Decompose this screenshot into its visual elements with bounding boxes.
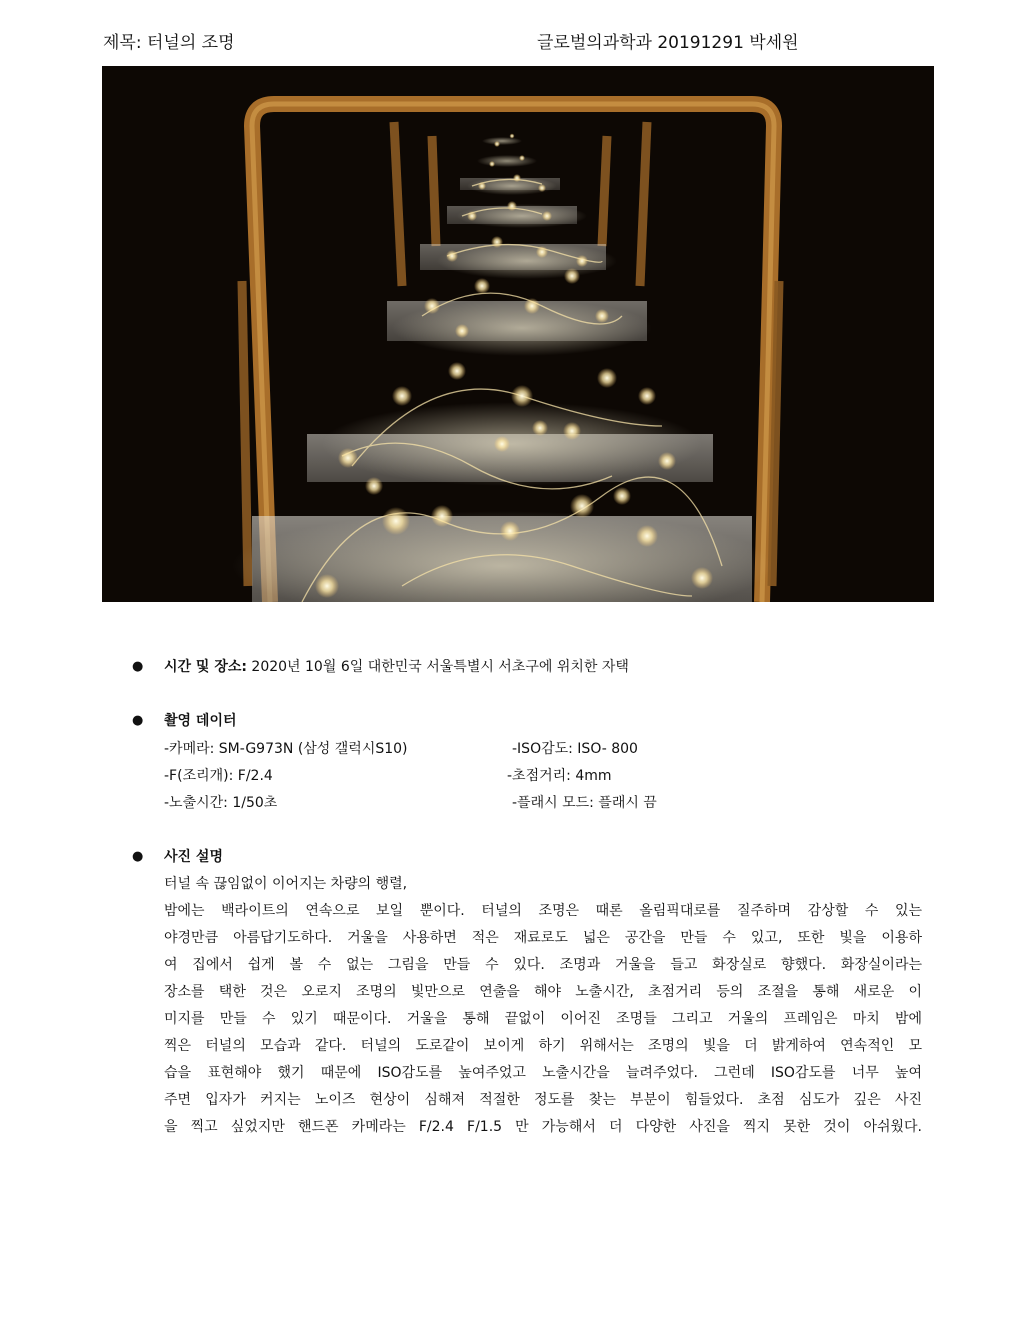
flash-spec: -플래시 모드: 플래시 끔 xyxy=(512,795,657,811)
photo-icon xyxy=(102,66,934,602)
time-place-label: 시간 및 장소: xyxy=(164,659,247,675)
description-line: 주면 입자가 커지는 노이즈 현상이 심해져 적절한 정도를 찾는 부분이 힘들었다. 초점 심도가 깊은 사진 xyxy=(164,1092,922,1108)
description-line: 장소를 택한 것은 오로지 조명의 빛만으로 연출을 해야 노출시간, 초점거리 등의 조절을 통해 새로운 이 xyxy=(164,984,922,1000)
description-heading: 사진 설명 xyxy=(164,849,223,865)
description-line: 미지를 만들 수 있기 때문이다. 거울을 통해 끝없이 이어진 조명들 그리고 거울의 프레임은 마치 밤에 xyxy=(164,1011,922,1027)
author-info: 글로벌의과학과 20191291 박세원 xyxy=(537,33,799,53)
description-line: 습을 표현해야 했기 때문에 ISO감도를 높여주었고 노출시간을 늘려주었다. 그런데 ISO감도를 너무 높여 xyxy=(164,1065,922,1081)
description-line: 찍은 터널의 모습과 같다. 터널의 도로같이 보이게 하기 위해서는 조명의 빛을 더 밝게하여 연속적인 모 xyxy=(164,1038,922,1054)
bullet-icon: ● xyxy=(132,713,144,728)
time-place-line xyxy=(164,660,629,674)
description-line: 터널 속 끊임없이 이어지는 차량의 행렬, xyxy=(164,876,408,892)
camera-spec: -카메라: SM-G973N (삼성 갤럭시S10) xyxy=(164,741,408,757)
bullet-icon: ● xyxy=(132,849,144,864)
exposure-spec: -노출시간: 1/50초 xyxy=(164,795,278,811)
iso-spec: -ISO감도: ISO- 800 xyxy=(512,741,638,757)
description-line: 여 집에서 쉽게 볼 수 없는 그림을 만들 수 있다. 조명과 거울을 들고 화장실로 향했다. 화장실이라는 xyxy=(164,957,922,973)
bullet-icon: ● xyxy=(132,659,144,674)
description-line: 야경만큼 아름답기도하다. 거울을 사용하면 적은 재료로도 넓은 공간을 만들 수 있고, 또한 빛을 이용하 xyxy=(164,930,922,946)
shooting-heading: 촬영 데이터 xyxy=(164,713,237,729)
aperture-spec: -F(조리개): F/2.4 xyxy=(164,768,273,784)
description-line: 밤에는 백라이트의 연속으로 보일 뿐이다. 터널의 조명은 때론 올림픽대로를 질주하며 감상할 수 있는 xyxy=(164,903,922,919)
time-place-value: 2020년 10월 6일 대한민국 서울특별시 서초구에 위치한 자택 xyxy=(251,659,629,675)
description-line: 을 찍고 싶었지만 핸드폰 카메라는 F/2.4 F/1.5 만 가능해서 더 다양한 사진을 찍지 못한 것이 아쉬웠다. xyxy=(164,1119,922,1135)
document-title: 제목: 터널의 조명 xyxy=(103,33,235,53)
focal-spec: -초점거리: 4mm xyxy=(507,768,612,784)
